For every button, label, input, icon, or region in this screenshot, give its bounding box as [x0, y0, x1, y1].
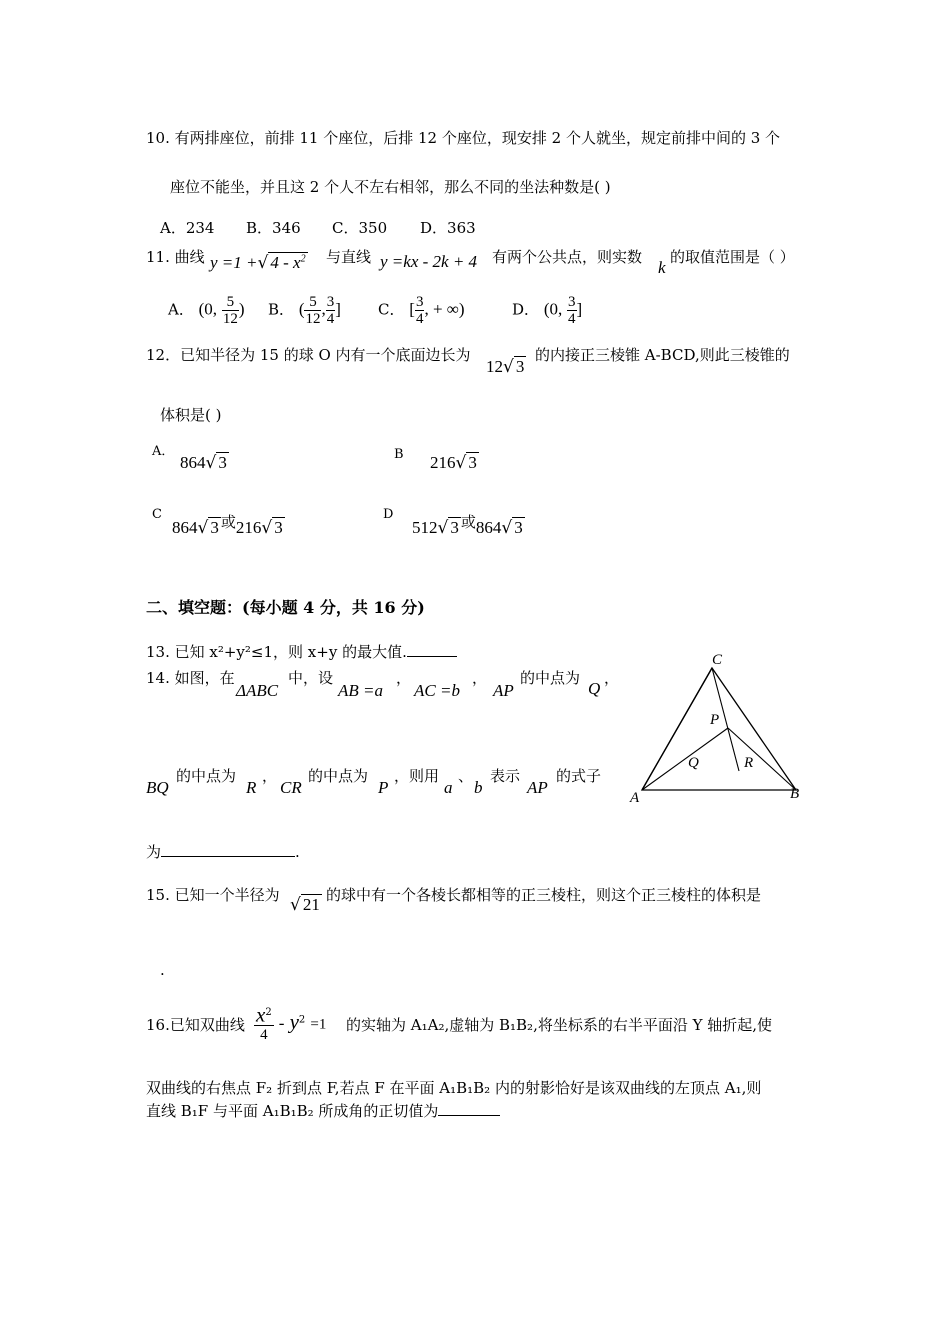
q11-curve-equation: [210, 252, 308, 273]
q14-p: P: [378, 778, 389, 797]
q11-opt-a-close: ): [238, 299, 245, 319]
q14-bq: BQ: [146, 778, 169, 797]
q14-r: R: [246, 778, 257, 797]
q11-opt-b-frac1: [304, 294, 321, 327]
q11-line-equation: y =kx - 2k + 4: [380, 252, 478, 271]
q15-t2: 的球中有一个各棱长都相等的正三棱柱，则这个正三棱柱的体积是: [326, 886, 762, 904]
q14-ap: AP: [493, 681, 514, 700]
sqrt-sign: √: [501, 518, 513, 538]
q12-opt-d-label: D: [383, 507, 394, 522]
q14-a: a: [444, 778, 453, 797]
q11-radicand-text: 4 - x: [270, 253, 301, 272]
q12-text2: 的内接正三棱锥 A-BCD,则此三棱锥的: [535, 346, 790, 364]
side-ac: [642, 668, 712, 790]
q11-mid: 与直线: [326, 248, 372, 266]
segment-aq: [642, 728, 728, 790]
q11-opt-b-open: (: [298, 299, 305, 319]
triangle-abc: [642, 668, 796, 790]
frac-numerator: 5: [304, 294, 321, 311]
q16-y-exp: 2: [298, 1014, 306, 1026]
q12-opt-c-coef1: 864: [172, 518, 198, 537]
q11-opt-b-label: B．: [268, 300, 295, 319]
q11-opt-b-frac2: [326, 294, 336, 327]
q12-opt-c-coef2: 216: [235, 518, 262, 537]
sqrt-sign: √: [205, 453, 217, 473]
q11-end: 的取值范围是（ ）: [670, 248, 795, 266]
q12-opt-d-rad2: 3: [514, 518, 523, 537]
q14-t4: 的中点为: [176, 767, 237, 785]
q12-opt-c-or: 或: [220, 513, 236, 531]
label-a: A: [630, 790, 640, 806]
q14-cr: CR: [280, 778, 302, 797]
frac-denominator: 4: [326, 311, 335, 327]
label-b: B: [790, 786, 800, 802]
frac-numerator: 5: [222, 294, 239, 311]
q10-option-c: C．350: [332, 219, 388, 237]
q11-option-b: [268, 294, 341, 327]
q13-text: [146, 642, 457, 662]
q14-t2: 中，设: [288, 669, 334, 687]
sqrt-sign: √: [437, 518, 449, 538]
q16-t2: 的实轴为 A₁A₂,虚轴为 B₁B₂,将坐标系的右半平面沿 Y 轴折起,使: [346, 1016, 773, 1034]
q11-opt-a-open: (0,: [198, 299, 218, 319]
q11-opt-a-frac: [222, 294, 239, 327]
q10-line1: 10. 有两排座位，前排 11 个座位，后排 12 个座位，现安排 2 个人就坐，规定前排中间的 3 个: [146, 129, 781, 147]
frac-numerator: [254, 1004, 274, 1026]
q14-dun: 、: [458, 767, 474, 785]
frac-numerator: 3: [415, 294, 424, 310]
q16-x-frac: [254, 1004, 274, 1044]
q12-opt-c-label: C: [152, 507, 162, 522]
q15-radicand: 21: [302, 895, 320, 914]
q12-opt-a-coef: 864: [180, 453, 206, 472]
q11-opt-d-label: D．: [512, 300, 540, 319]
q10-option-b: B．346: [246, 219, 301, 237]
section-heading: 二、填空题：(每小题 4 分，共 16 分): [146, 598, 425, 617]
q14-t9: 为: [146, 843, 162, 861]
q12-option-c: [172, 512, 285, 538]
q14-t5: 的中点为: [308, 767, 369, 785]
q12-option-b: [430, 452, 479, 473]
q11-radicand-exp: 2: [300, 253, 306, 265]
segment-bq: [728, 728, 796, 790]
q16-x: x: [256, 1002, 266, 1027]
sqrt-sign: √: [290, 895, 301, 915]
label-r: R: [744, 755, 754, 771]
q16-minus: -: [278, 1013, 285, 1033]
q14-comma4: ，: [262, 767, 278, 785]
q14-b: b: [474, 778, 483, 797]
q16-y: y: [289, 1009, 299, 1034]
q11-curve-radicand: [268, 252, 307, 273]
q10-option-d: D．363: [420, 219, 476, 237]
q12-edge-coef: 12: [486, 357, 503, 376]
q12-edge-length: [486, 356, 526, 377]
q11-tail: 有两个公共点，则实数: [492, 248, 643, 266]
q14-ac: AC =b: [414, 681, 460, 700]
q11-option-c: [378, 294, 465, 327]
q11-curve-lhs: y =1 +: [210, 253, 258, 272]
sqrt-sign: √: [455, 453, 467, 473]
q14-t7: 表示: [490, 767, 521, 785]
frac-denominator: 4: [568, 311, 576, 327]
sqrt-sign: √: [257, 253, 269, 273]
q16-den: 4: [260, 1027, 268, 1044]
q14-comma3: ，: [604, 669, 620, 687]
q11-opt-c-open: [: [409, 299, 415, 319]
q14-t3: 的中点为: [520, 669, 581, 687]
frac-denominator: 4: [415, 311, 424, 327]
q13-answer-blank: [407, 656, 457, 657]
frac-denominator: 12: [305, 311, 321, 327]
q12-option-d: [412, 512, 525, 538]
q16-line3-wrap: [146, 1101, 500, 1121]
sqrt-sign: √: [503, 357, 514, 377]
q16-line3: 直线 B₁F 与平面 A₁B₁B₂ 所成角的正切值为: [146, 1102, 439, 1120]
q12-opt-d-coef2: 864: [475, 518, 502, 537]
q14-answer-line: [146, 842, 300, 862]
q12-opt-c-rad2: 3: [274, 518, 283, 537]
q11-opt-b-close: ]: [335, 299, 341, 319]
frac-numerator: 3: [326, 294, 335, 310]
q16-eq: =1: [310, 1016, 327, 1033]
q14-t1: 14. 如图，在: [146, 669, 235, 687]
q13-text-body: 13. 已知 x²+y²≤1，则 x+y 的最大值.: [146, 643, 407, 661]
label-p: P: [710, 712, 720, 728]
q14-ap2: AP: [527, 778, 548, 797]
q11-option-a: [168, 294, 245, 327]
q12-opt-d-coef1: 512: [412, 518, 438, 537]
triangle-figure: [626, 646, 816, 810]
label-q: Q: [688, 755, 699, 771]
q14-comma1: ，: [396, 669, 412, 687]
q16-line2: 双曲线的右焦点 F₂ 折到点 F,若点 F 在平面 A₁B₁B₂ 内的射影恰好是该双曲线的左顶点 A₁,则: [146, 1079, 762, 1097]
q14-triangle: ΔABC: [236, 681, 279, 700]
q11-number: 11. 曲线: [146, 248, 205, 266]
q12-opt-b-label: B: [394, 447, 404, 462]
q11-opt-c-label: C．: [378, 300, 405, 319]
q12-opt-b-coef: 216: [430, 453, 456, 472]
q12-text1: 12．已知半径为 15 的球 O 内有一个底面边长为: [146, 346, 471, 364]
q11-opt-d-close: ]: [576, 299, 583, 319]
frac-numerator: 3: [568, 294, 576, 310]
q10-option-a: A．234: [160, 219, 215, 237]
q11-option-d: [512, 294, 582, 327]
q11-opt-c-close: , + ∞): [424, 299, 465, 319]
q11-opt-a-label: A．: [168, 300, 194, 319]
q16-x-exp: 2: [265, 1007, 272, 1018]
q12-opt-a-label: A．: [152, 444, 175, 459]
q12-opt-b-rad: 3: [468, 453, 477, 472]
q14-answer-blank: [161, 856, 295, 857]
q11-opt-d-frac: [567, 294, 577, 327]
q15-radius: [290, 894, 322, 915]
q15-t1: 15. 已知一个半径为: [146, 886, 280, 904]
q12-line2: 体积是( ): [160, 406, 222, 424]
q12-option-a: [180, 452, 229, 473]
q12-opt-c-rad1: 3: [210, 518, 219, 537]
q16-answer-blank: [438, 1115, 500, 1116]
q16-hyperbola-equation: [254, 1004, 326, 1044]
q11-opt-b-comma: ,: [321, 299, 326, 319]
q12-opt-d-rad1: 3: [450, 518, 459, 537]
q11-opt-c-frac: [415, 294, 425, 327]
q14-ab: AB =a: [338, 681, 383, 700]
q14-q: Q: [588, 679, 601, 698]
label-c: C: [712, 652, 723, 668]
q16-t1: 16.已知双曲线: [146, 1016, 245, 1034]
q11-opt-d-open: (0,: [543, 299, 563, 319]
q14-comma2: ，: [472, 669, 488, 687]
sqrt-sign: √: [197, 518, 209, 538]
q12-opt-a-rad: 3: [218, 453, 227, 472]
q10-line2: 座位不能坐，并且这 2 个人不左右相邻，那么不同的坐法种数是( ): [170, 178, 611, 196]
q14-t8: 的式子: [556, 767, 602, 785]
q12-edge-radicand: 3: [515, 357, 525, 376]
q12-opt-d-or: 或: [460, 513, 476, 531]
q11-k: k: [658, 258, 666, 277]
q14-t10: .: [295, 843, 300, 861]
q14-t6: ，则用: [394, 767, 440, 785]
sqrt-sign: √: [261, 518, 273, 538]
frac-denominator: 12: [222, 311, 238, 327]
q15-dot: .: [160, 961, 165, 979]
